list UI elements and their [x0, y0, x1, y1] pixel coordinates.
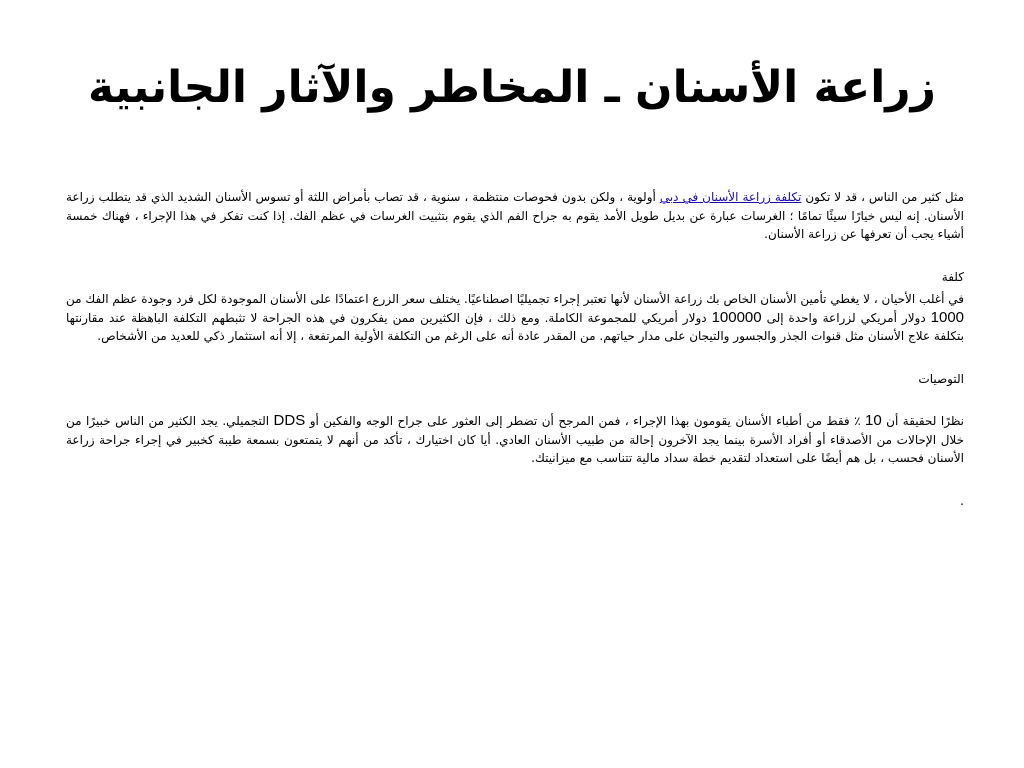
recommendations-text-2: ٪ فقط من أطباء الأسنان يقومون بهذا الإجراء ، فمن المرجح أن تضطر إلى العثور على جراح الوجه والفكين أو: [305, 414, 866, 428]
cost-paragraph: [66, 290, 964, 346]
recommendations-paragraph: [66, 412, 964, 468]
recommendations-percent: 10: [865, 412, 882, 429]
trailing-dot: .: [960, 493, 964, 508]
intro-text-after-link: أولوية ، ولكن بدون فحوصات منتظمة ، سنوية ، قد تصاب بأمراض اللثة أو تسوس الأسنان الشديد الذي قد يتطلب زراعة الأسنان. إنه ليس خيارًا سيئًا تمامًا ؛ الغرسات عبارة عن بديل طويل الأمد يقوم به جراح الفم الذي يقوم بتثبيت الغرسات في عظم الفك. إذا كنت تفكر في هذا الإجراء ، فهناك خمسة أشياء يجب أن تعرفها عن زراعة الأسنان.: [66, 190, 964, 241]
dental-implant-cost-link[interactable]: تكلفة زراعة الأسنان في دبي: [659, 190, 802, 204]
intro-text-before-link: مثل كثير من الناس ، قد لا تكون: [801, 190, 964, 204]
cost-text-3: دولار أمريكي للمجموعة الكاملة. ومع ذلك ، فإن الكثيرين ممن يفكرون في هذه الجراحة لا تثبطهم التكلفة الباهظة عند مقارنتها بتكلفة علاج الأسنان مثل قنوات الجذر والجسور والتيجان على مدار حياتهم. من المقدر عادة أنه على الرغم من التكلفة الأولية المرتفعة ، إلا أنه استثمار ذكي للعديد من الأشخاص.: [66, 310, 964, 343]
cost-max-price: 100000: [711, 308, 762, 326]
recommendations-dds: DDS: [273, 412, 306, 429]
cost-heading: كلفة: [941, 269, 964, 284]
recommendations-text-3: التجميلي. يجد الكثير من الناس خبيرًا من خلال الإحالات من الأصدقاء أو أفراد الأسرة بينما يجد الآخرون إحالة من طبيب الأسنان العادي. أيا كان اختيارك ، تأكد من أنهم لا يتمتعون بسمعة طيبة كخبير في إجراء جراحة زراعة الأسنان فحسب ، بل هم أيضًا على استعداد لتقديم خطة سداد مالية تتناسب مع ميزانيتك.: [66, 414, 964, 465]
recommendations-heading: التوصيات: [918, 371, 964, 386]
cost-min-price: 1000: [930, 308, 965, 326]
cost-text-1: في أغلب الأحيان ، لا يغطي تأمين الأسنان الخاص بك زراعة الأسنان لأنها تعتبر إجراء تجميليًا اصطناعيًا. يختلف سعر الزرع اعتمادًا على الأسنان الموجودة لكل فرد وجودة عظم الفك من: [66, 292, 964, 306]
recommendations-text-1: نظرًا لحقيقة أن: [881, 414, 965, 428]
page-title: زراعة الأسنان ـ المخاطر والآثار الجانبية: [88, 62, 936, 113]
intro-paragraph: [66, 188, 964, 244]
article-body: [66, 188, 964, 534]
cost-text-2: دولار أمريكي لزراعة واحدة إلى: [761, 310, 931, 325]
